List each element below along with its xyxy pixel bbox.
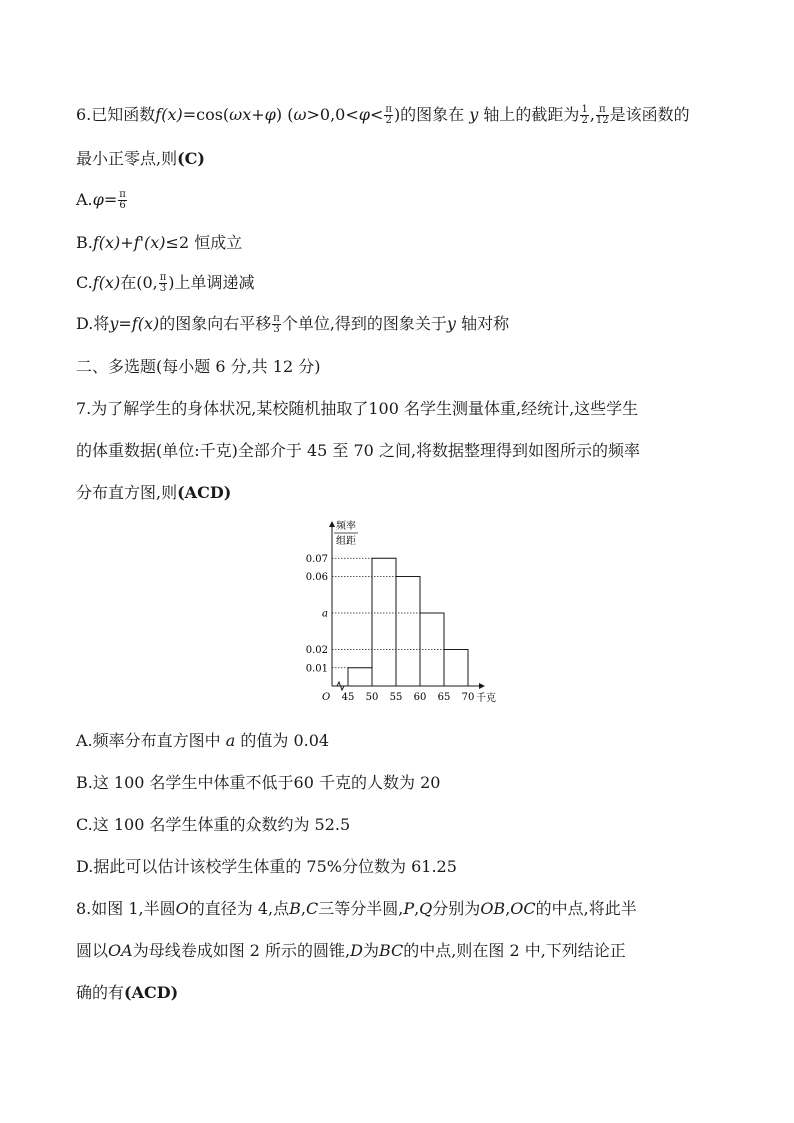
q6-line-1: 6.已知函数f(x)=cos(ωx+φ) (ω>0,0<φ< $\frac{\pi}{2}$ )的图象在 y 轴上的截距为 $\frac{1}{2}$ , $\frac{\pi}{12}$ 是该函数的: [76, 104, 690, 126]
section-heading: 二、多选题(每小题 6 分,共 12 分): [76, 357, 321, 376]
q7-line-1: 7.为了解学生的身体状况,某校随机抽取了100 名学生测量体重,经统计,这些学生: [76, 399, 639, 418]
y-tick-label: 0.07: [305, 553, 328, 565]
x-axis-label: 千克: [476, 693, 496, 704]
histogram-bar: [396, 577, 420, 687]
fraction-one-half: $\frac{1}{2}$: [581, 104, 588, 126]
fraction-pi-over-3: $\frac{\pi}{3}$: [273, 313, 280, 335]
q7-option-d: D.据此可以估计该校学生体重的 75%分位数为 61.25: [76, 857, 457, 876]
y-tick-label: 0.06: [305, 572, 328, 583]
x-tick-label: 70: [461, 692, 475, 703]
q7-option-a: A.频率分布直方图中 a 的值为 0.04: [76, 731, 330, 750]
y-tick-label: a: [322, 608, 328, 620]
q7-line-3: 分布直方图,则(ACD): [76, 483, 232, 502]
x-tick-label: 55: [389, 692, 403, 703]
q6-option-a: A.φ= $\frac{\pi}{6}$: [76, 189, 126, 211]
fraction-pi-over-3: $\frac{\pi}{3}$: [159, 272, 167, 294]
q8-line-2: 圆以OA为母线卷成如图 2 所示的圆锥,D为BC的中点,则在图 2 中,下列结论正: [76, 941, 626, 960]
histogram-bar: [348, 668, 372, 686]
fraction-pi-over-6: $\frac{\pi}{6}$: [119, 189, 126, 211]
fraction-pi-over-12: $\frac{\pi}{12}$: [595, 104, 609, 126]
y-tick-label: 0.01: [305, 663, 328, 675]
q6-option-c: C.f(x)在(0, $\frac{\pi}{3}$ )上单调递减: [76, 272, 255, 294]
q8-line-3: 确的有(ACD): [76, 983, 179, 1002]
x-tick-label: 65: [437, 692, 451, 703]
q8-line-1: 8.如图 1,半圆O的直径为 4,点B,C三等分半圆,P,Q分别为OB,OC的中点,将此半: [76, 899, 637, 918]
frequency-histogram: [296, 518, 516, 708]
x-tick-label: 50: [365, 692, 379, 703]
q7-option-c: C.这 100 名学生体重的众数约为 52.5: [76, 815, 351, 834]
q6-option-d: D.将y=f(x)的图象向右平移 $\frac{\pi}{3}$ 个单位,得到的图象关于y 轴对称: [76, 313, 510, 335]
y-axis-label-top: 频率: [336, 521, 356, 532]
x-tick-label: 60: [413, 692, 427, 703]
q6-option-b: B.f(x)+f'(x)≤2 恒成立: [76, 233, 243, 252]
histogram-bar: [444, 650, 468, 687]
x-tick-label: 45: [341, 692, 355, 703]
y-axis-label-bottom: 组距: [336, 536, 356, 547]
y-tick-label: 0.02: [305, 645, 328, 656]
fraction-pi-over-2: $\frac{\pi}{2}$: [385, 104, 392, 126]
q7-line-2: 的体重数据(单位:千克)全部介于 45 至 70 之间,将数据整理得到如图所示的频率: [76, 441, 641, 460]
origin-label: O: [322, 692, 331, 703]
q7-option-b: B.这 100 名学生中体重不低于60 千克的人数为 20: [76, 773, 441, 792]
q6-line-2: 最小正零点,则(C): [76, 149, 205, 168]
histogram-bar: [372, 558, 396, 686]
